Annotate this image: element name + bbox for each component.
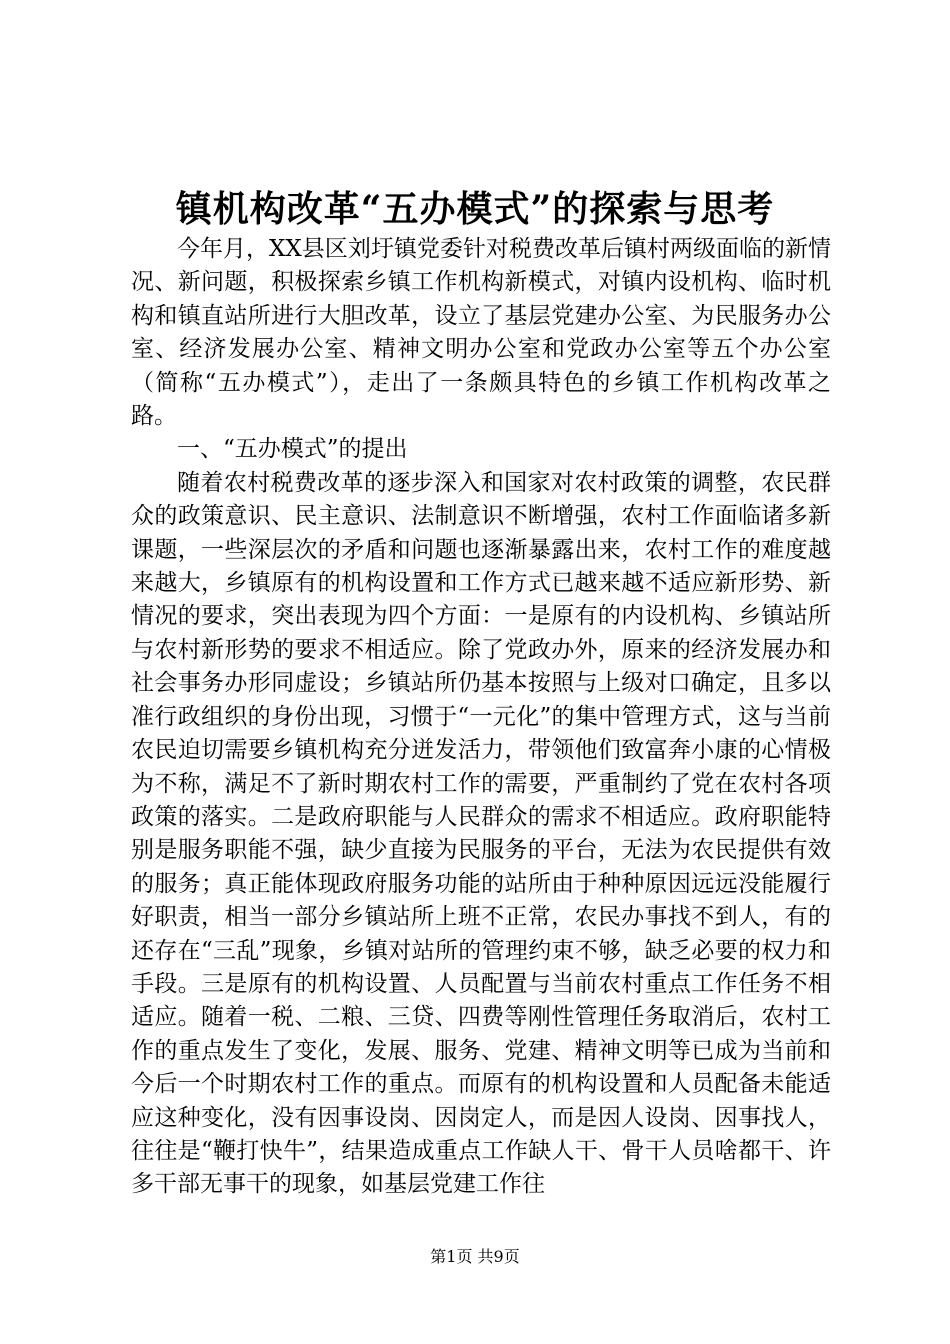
page-number: 第1页 共9页 xyxy=(430,1247,520,1266)
paragraph-intro: 今年月，XX县区刘圩镇党委针对税费改革后镇村两级面临的新情况、新问题，积极探索乡镇工作机构新模式，对镇内设机构、临时机构和镇直站所进行大胆改革，设立了基层党建办公室、为民服务办公室、经济发展办公室、精神文明办公室和党政办公室等五个办公室（简称“五办模式”），走出了一条颇具特色的乡镇工作机构改革之路。 xyxy=(131,236,831,430)
section-heading: 一、“五办模式”的提出 xyxy=(177,436,408,463)
document-title: 镇机构改革“五办模式”的探索与思考 xyxy=(175,188,775,230)
document-body xyxy=(131,233,831,1202)
paragraph-background: 随着农村税费改革的逐步深入和国家对农村政策的调整，农民群众的政策意识、民主意识、法制意识不断增强，农村工作面临诸多新课题，一些深层次的矛盾和问题也逐渐暴露出来，农村工作的难度越来越大，乡镇原有的机构设置和工作方式已越来越不适应新形势、新情况的要求，突出表现为四个方面：一是原有的内设机构、乡镇站所与农村新形势的要求不相适应。除了党政办外，原来的经济发展办和社会事务办形同虚设；乡镇站所仍基本按照与上级对口确定，且多以准行政组织的身份出现，习惯于“一元化”的集中管理方式，这与当前农民迫切需要乡镇机构充分迸发活力，带领他们致富奔小康的心情极为不称，满足不了新时期农村工作的需要，严重制约了党在农村各项政策的落实。二是政府职能与人民群众的需求不相适应。政府职能特别是服务职能不强，缺少直接为民服务的平台，无法为农民提供有效的服务；真正能体现政府服务功能的站所由于种种原因远远没能履行好职责，相当一部分乡镇站所上班不正常，农民办事找不到人，有的还存在“三乱”现象，乡镇对站所的管理约束不够，缺乏必要的权力和手段。三是原有的机构设置、人员配置与当前农村重点工作任务不相适应。随着一税、二粮、三贷、四费等刚性管理任务取消后，农村工作的重点发生了变化，发展、服务、党建、精神文明等已成为当前和今后一个时期农村工作的重点。而原有的机构设置和人员配备未能适应这种变化，没有因事设岗、因岗定人，而是因人设岗、因事找人，往往是“鞭打快牛”，结果造成重点工作缺人干、骨干人员啥都干、许多干部无事干的现象，如基层党建工作往 xyxy=(131,469,831,1198)
